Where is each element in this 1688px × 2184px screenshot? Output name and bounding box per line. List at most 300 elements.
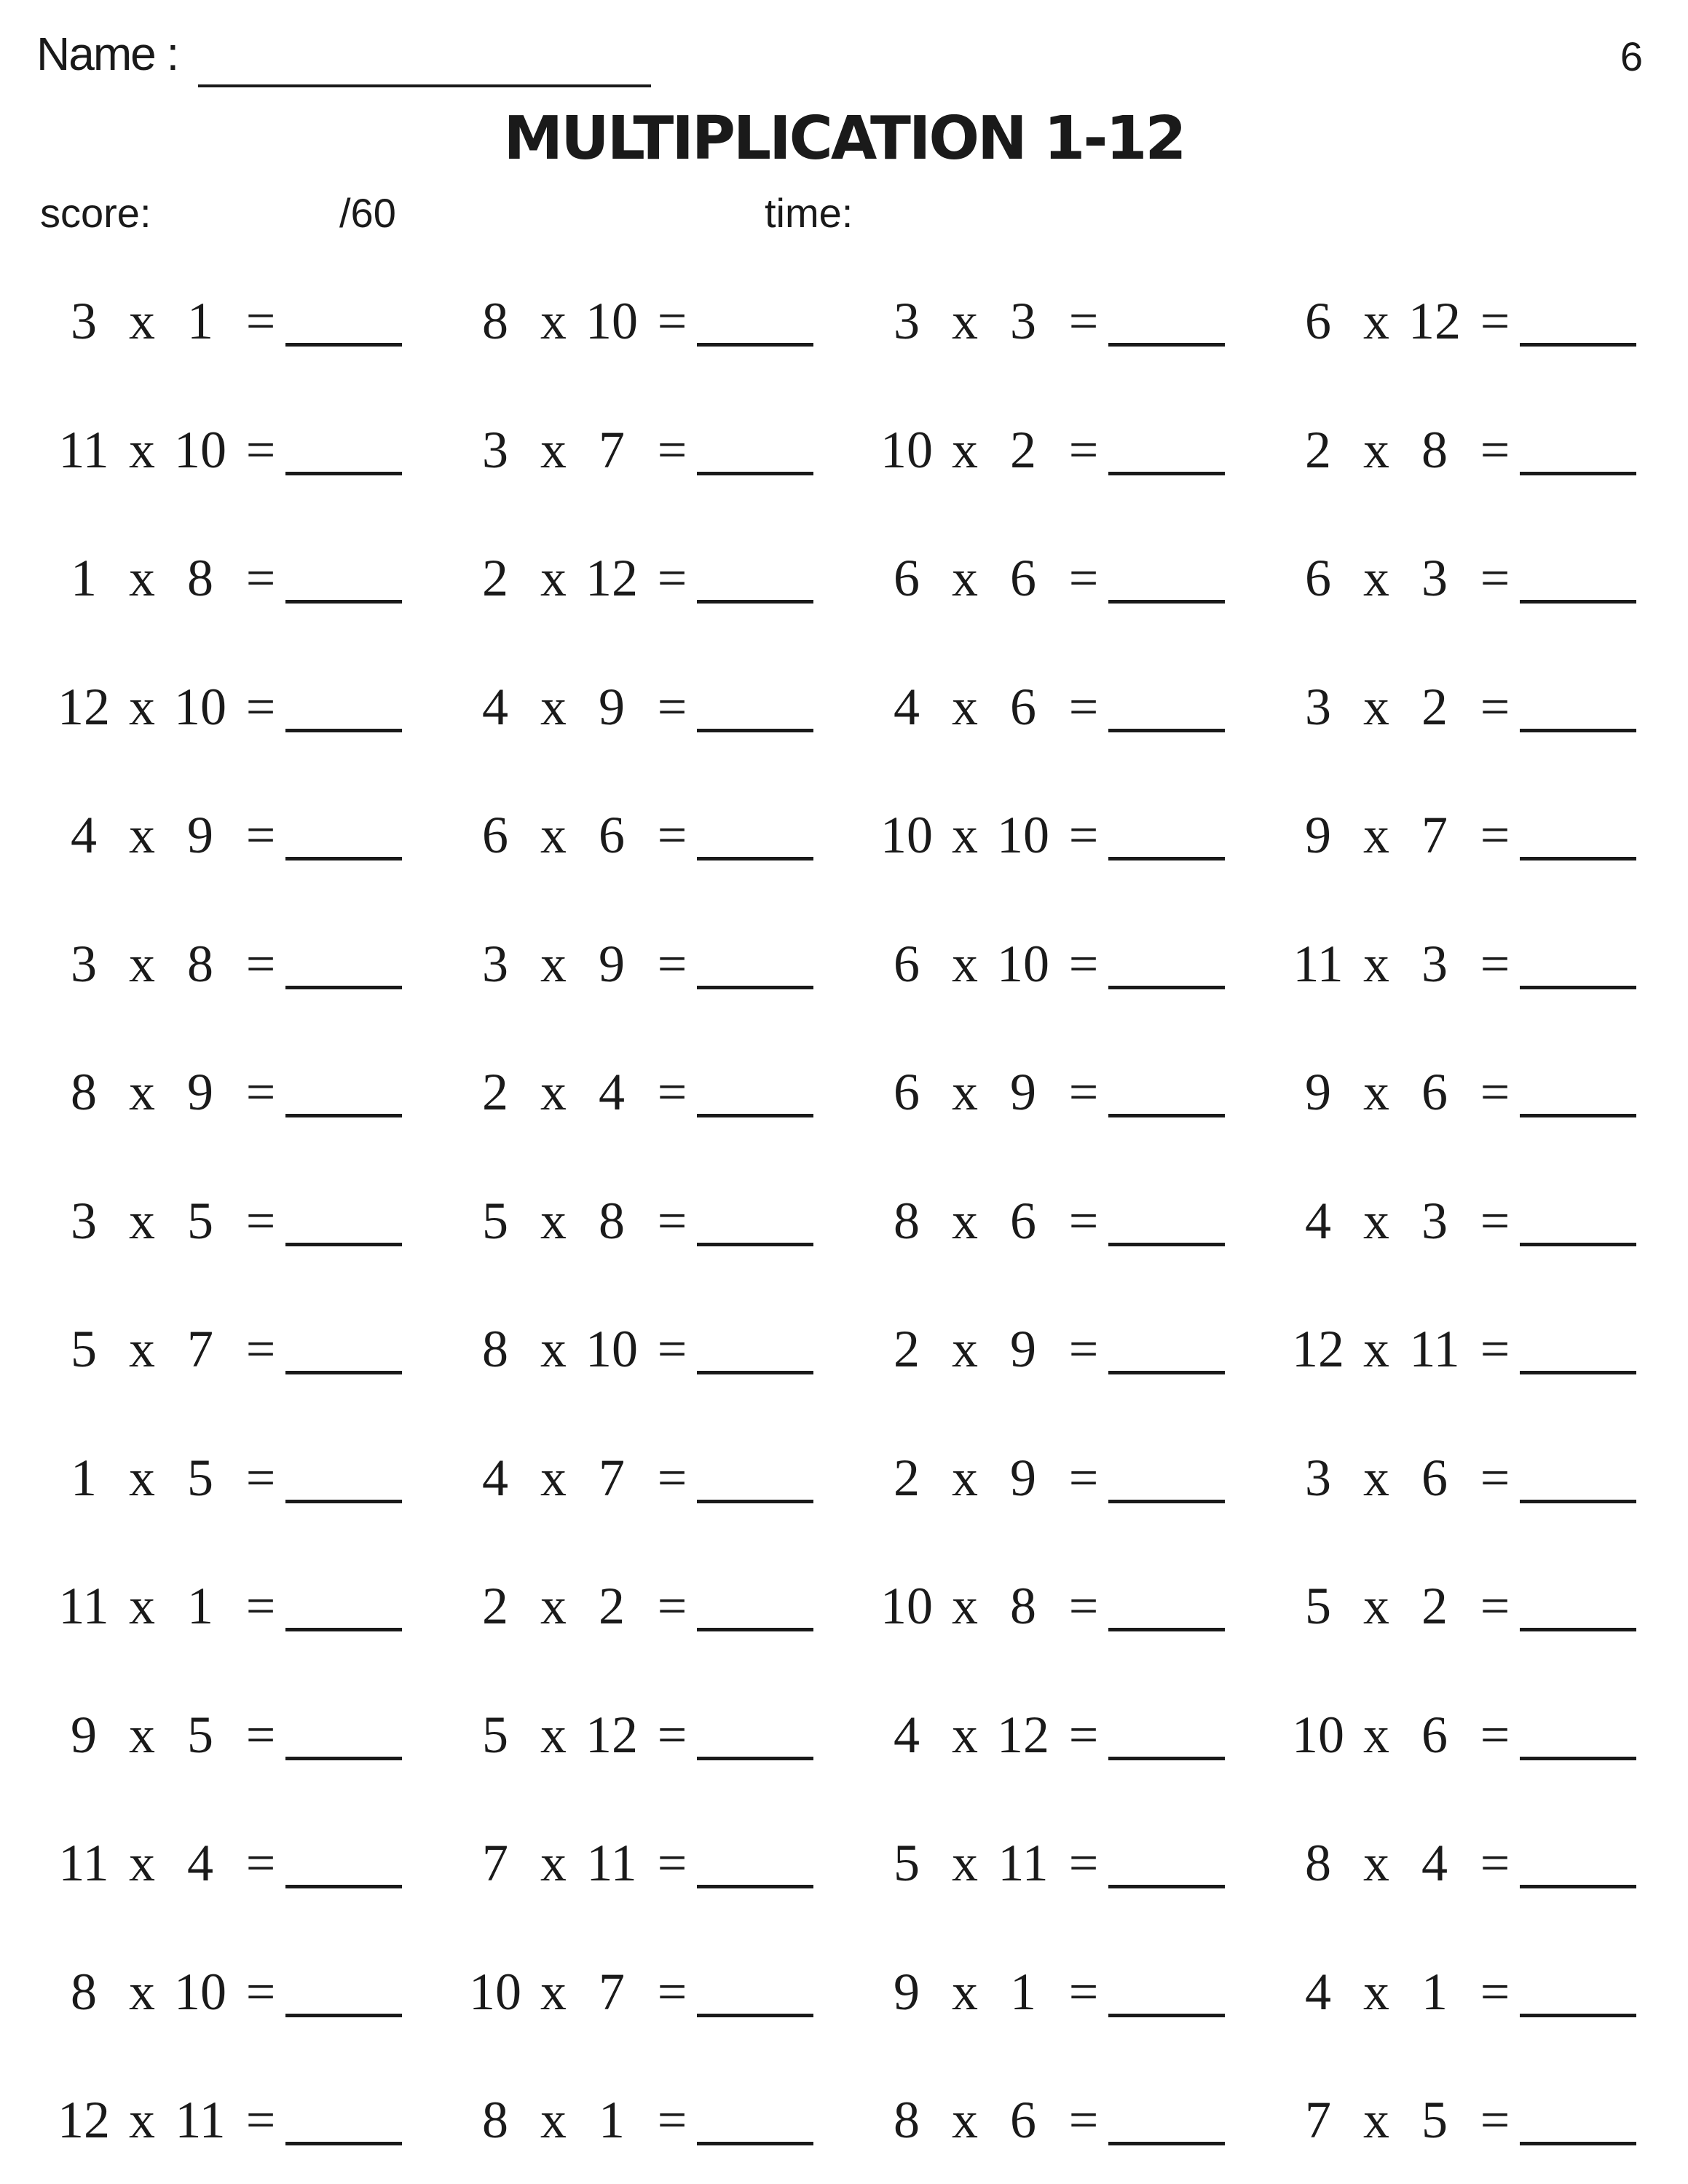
first-factor: 5: [71, 1320, 97, 1378]
first-factor: 4: [894, 1706, 920, 1764]
equals-sign: =: [657, 421, 687, 479]
multiply-sign: x: [952, 1706, 978, 1764]
multiply-sign: x: [1363, 678, 1389, 736]
equals-sign: =: [1068, 1834, 1099, 1892]
equals-sign: =: [245, 549, 276, 607]
answer-blank[interactable]: [1520, 2014, 1636, 2017]
answer-blank[interactable]: [285, 857, 402, 860]
first-factor: 5: [482, 1192, 508, 1250]
equals-sign: =: [1480, 1963, 1510, 2021]
second-factor: 10: [174, 1963, 226, 2021]
answer-blank[interactable]: [285, 986, 402, 989]
problem-item: [44, 1320, 451, 1396]
problem-item: [44, 421, 451, 496]
problem-item: [44, 806, 451, 882]
multiply-sign: x: [540, 1449, 567, 1507]
equals-sign: =: [657, 1577, 687, 1635]
answer-blank[interactable]: [1108, 1757, 1225, 1760]
time-label: time:: [765, 190, 853, 236]
first-factor: 4: [1305, 1963, 1331, 2021]
multiply-sign: x: [129, 935, 155, 993]
answer-blank[interactable]: [1108, 1371, 1225, 1374]
answer-blank[interactable]: [285, 1500, 402, 1503]
first-factor: 11: [58, 421, 109, 479]
equals-sign: =: [1480, 1063, 1510, 1121]
problem-item: [455, 2091, 863, 2167]
answer-blank[interactable]: [697, 1371, 813, 1374]
problem-item: [44, 1577, 451, 1653]
multiply-sign: x: [952, 1063, 978, 1121]
answer-blank[interactable]: [1108, 1500, 1225, 1503]
answer-blank[interactable]: [1520, 1628, 1636, 1631]
second-factor: 5: [187, 1192, 213, 1250]
equals-sign: =: [245, 678, 276, 736]
problem-item: [1278, 1706, 1686, 1781]
second-factor: 1: [1010, 1963, 1036, 2021]
first-factor: 9: [1305, 1063, 1331, 1121]
first-factor: 3: [894, 292, 920, 350]
second-factor: 10: [997, 935, 1049, 993]
multiply-sign: x: [129, 1577, 155, 1635]
first-factor: 2: [894, 1449, 920, 1507]
first-factor: 3: [1305, 678, 1331, 736]
answer-blank[interactable]: [285, 1243, 402, 1246]
equals-sign: =: [245, 1706, 276, 1764]
multiply-sign: x: [540, 1834, 567, 1892]
multiply-sign: x: [129, 549, 155, 607]
second-factor: 10: [585, 1320, 638, 1378]
multiply-sign: x: [540, 2091, 567, 2149]
problem-item: [455, 292, 863, 368]
answer-blank[interactable]: [1108, 600, 1225, 604]
equals-sign: =: [245, 2091, 276, 2149]
equals-sign: =: [245, 292, 276, 350]
problem-item: [455, 678, 863, 753]
multiply-sign: x: [952, 1834, 978, 1892]
equals-sign: =: [245, 1192, 276, 1250]
answer-blank[interactable]: [1108, 986, 1225, 989]
first-factor: 6: [1305, 549, 1331, 607]
equals-sign: =: [657, 1192, 687, 1250]
equals-sign: =: [657, 678, 687, 736]
second-factor: 3: [1010, 292, 1036, 350]
answer-blank[interactable]: [1520, 1500, 1636, 1503]
equals-sign: =: [1480, 806, 1510, 864]
problem-item: [867, 806, 1274, 882]
multiply-sign: x: [952, 2091, 978, 2149]
second-factor: 10: [585, 292, 638, 350]
second-factor: 4: [599, 1063, 625, 1121]
first-factor: 2: [482, 1577, 508, 1635]
equals-sign: =: [1068, 1449, 1099, 1507]
second-factor: 6: [1421, 1063, 1448, 1121]
second-factor: 11: [998, 1834, 1049, 1892]
problem-item: [1278, 2091, 1686, 2167]
first-factor: 7: [482, 1834, 508, 1892]
first-factor: 3: [482, 421, 508, 479]
equals-sign: =: [1480, 421, 1510, 479]
answer-blank[interactable]: [1520, 600, 1636, 604]
second-factor: 8: [1010, 1577, 1036, 1635]
multiply-sign: x: [540, 1963, 567, 2021]
answer-blank[interactable]: [697, 1885, 813, 1888]
multiply-sign: x: [952, 1963, 978, 2021]
answer-blank[interactable]: [285, 1628, 402, 1631]
equals-sign: =: [1480, 292, 1510, 350]
equals-sign: =: [657, 549, 687, 607]
equals-sign: =: [245, 1834, 276, 1892]
problem-item: [1278, 1320, 1686, 1396]
multiply-sign: x: [952, 1320, 978, 1378]
equals-sign: =: [1068, 1192, 1099, 1250]
first-factor: 3: [71, 1192, 97, 1250]
second-factor: 2: [599, 1577, 625, 1635]
first-factor: 8: [71, 1963, 97, 2021]
answer-blank[interactable]: [1520, 1371, 1636, 1374]
multiply-sign: x: [1363, 1320, 1389, 1378]
equals-sign: =: [657, 1706, 687, 1764]
problem-item: [867, 1963, 1274, 2038]
answer-blank[interactable]: [697, 600, 813, 604]
multiply-sign: x: [952, 292, 978, 350]
second-factor: 8: [187, 549, 213, 607]
answer-blank[interactable]: [1108, 472, 1225, 475]
multiply-sign: x: [1363, 1834, 1389, 1892]
first-factor: 3: [71, 935, 97, 993]
equals-sign: =: [245, 1449, 276, 1507]
answer-blank[interactable]: [697, 343, 813, 347]
problem-item: [1278, 1063, 1686, 1139]
problem-item: [867, 1577, 1274, 1653]
first-factor: 1: [71, 1449, 97, 1507]
second-factor: 8: [187, 935, 213, 993]
second-factor: 2: [1010, 421, 1036, 479]
problem-item: [455, 1963, 863, 2038]
problem-item: [867, 1320, 1274, 1396]
equals-sign: =: [657, 1834, 687, 1892]
answer-blank[interactable]: [285, 472, 402, 475]
second-factor: 11: [586, 1834, 637, 1892]
problem-item: [455, 549, 863, 625]
problem-item: [455, 935, 863, 1010]
first-factor: 10: [880, 806, 933, 864]
problem-item: [867, 2091, 1274, 2167]
problem-item: [1278, 421, 1686, 496]
first-factor: 3: [1305, 1449, 1331, 1507]
problem-item: [455, 1449, 863, 1524]
first-factor: 6: [894, 935, 920, 993]
multiply-sign: x: [540, 1577, 567, 1635]
page-number: 6: [1620, 33, 1643, 79]
multiply-sign: x: [540, 1192, 567, 1250]
equals-sign: =: [1068, 1063, 1099, 1121]
second-factor: 12: [585, 549, 638, 607]
equals-sign: =: [1480, 2091, 1510, 2149]
answer-blank[interactable]: [1108, 1628, 1225, 1631]
first-factor: 4: [1305, 1192, 1331, 1250]
answer-blank[interactable]: [1520, 472, 1636, 475]
answer-blank[interactable]: [697, 1757, 813, 1760]
problem-item: [44, 1063, 451, 1139]
equals-sign: =: [657, 2091, 687, 2149]
multiply-sign: x: [1363, 1063, 1389, 1121]
equals-sign: =: [657, 806, 687, 864]
multiply-sign: x: [129, 1063, 155, 1121]
first-factor: 8: [482, 1320, 508, 1378]
second-factor: 7: [599, 421, 625, 479]
score-label: score:: [40, 190, 151, 236]
first-factor: 5: [482, 1706, 508, 1764]
multiply-sign: x: [1363, 1577, 1389, 1635]
equals-sign: =: [657, 1063, 687, 1121]
equals-sign: =: [1480, 935, 1510, 993]
problem-item: [44, 1192, 451, 1267]
first-factor: 6: [482, 806, 508, 864]
first-factor: 10: [469, 1963, 521, 2021]
multiply-sign: x: [540, 549, 567, 607]
second-factor: 1: [187, 292, 213, 350]
second-factor: 3: [1421, 549, 1448, 607]
multiply-sign: x: [129, 292, 155, 350]
equals-sign: =: [1480, 1192, 1510, 1250]
answer-blank[interactable]: [697, 1114, 813, 1117]
first-factor: 12: [1292, 1320, 1344, 1378]
answer-blank[interactable]: [697, 1243, 813, 1246]
first-factor: 6: [894, 549, 920, 607]
second-factor: 12: [997, 1706, 1049, 1764]
second-factor: 2: [1421, 678, 1448, 736]
first-factor: 10: [880, 1577, 933, 1635]
problem-item: [1278, 1577, 1686, 1653]
equals-sign: =: [1068, 292, 1099, 350]
answer-blank[interactable]: [1520, 729, 1636, 732]
problem-item: [44, 1706, 451, 1781]
first-factor: 7: [1305, 2091, 1331, 2149]
answer-blank[interactable]: [697, 729, 813, 732]
second-factor: 6: [1010, 678, 1036, 736]
equals-sign: =: [1480, 1320, 1510, 1378]
equals-sign: =: [1480, 678, 1510, 736]
multiply-sign: x: [129, 1192, 155, 1250]
problem-item: [867, 1834, 1274, 1910]
equals-sign: =: [245, 935, 276, 993]
answer-blank[interactable]: [1520, 986, 1636, 989]
second-factor: 9: [1010, 1449, 1036, 1507]
problem-item: [44, 678, 451, 753]
problem-item: [1278, 1963, 1686, 2038]
worksheet-title: MULTIPLICATION 1-12: [503, 104, 1185, 173]
multiply-sign: x: [1363, 806, 1389, 864]
answer-blank[interactable]: [285, 600, 402, 604]
name-label: Name :: [36, 28, 178, 80]
first-factor: 8: [71, 1063, 97, 1121]
multiply-sign: x: [129, 678, 155, 736]
second-factor: 12: [585, 1706, 638, 1764]
answer-blank[interactable]: [1520, 857, 1636, 860]
equals-sign: =: [1068, 1320, 1099, 1378]
multiply-sign: x: [1363, 1192, 1389, 1250]
answer-blank[interactable]: [1520, 1885, 1636, 1888]
multiply-sign: x: [1363, 1706, 1389, 1764]
equals-sign: =: [245, 1063, 276, 1121]
second-factor: 4: [187, 1834, 213, 1892]
multiply-sign: x: [129, 421, 155, 479]
answer-blank[interactable]: [1108, 1114, 1225, 1117]
problem-item: [455, 806, 863, 882]
equals-sign: =: [1068, 806, 1099, 864]
multiply-sign: x: [129, 806, 155, 864]
answer-blank[interactable]: [285, 1371, 402, 1374]
problem-item: [44, 549, 451, 625]
second-factor: 9: [187, 1063, 213, 1121]
answer-blank[interactable]: [1108, 2014, 1225, 2017]
multiply-sign: x: [540, 1320, 567, 1378]
answer-blank[interactable]: [285, 1757, 402, 1760]
answer-blank[interactable]: [285, 2142, 402, 2145]
second-factor: 1: [187, 1577, 213, 1635]
equals-sign: =: [1480, 1449, 1510, 1507]
first-factor: 4: [894, 678, 920, 736]
equals-sign: =: [1068, 549, 1099, 607]
second-factor: 11: [1409, 1320, 1460, 1378]
equals-sign: =: [245, 806, 276, 864]
multiply-sign: x: [1363, 1963, 1389, 2021]
problem-item: [867, 1706, 1274, 1781]
second-factor: 6: [599, 806, 625, 864]
first-factor: 12: [58, 678, 110, 736]
problem-item: [44, 1449, 451, 1524]
first-factor: 11: [1293, 935, 1344, 993]
problem-item: [455, 1706, 863, 1781]
problem-item: [455, 1320, 863, 1396]
first-factor: 9: [1305, 806, 1331, 864]
multiply-sign: x: [1363, 549, 1389, 607]
equals-sign: =: [1480, 1577, 1510, 1635]
problem-item: [44, 935, 451, 1010]
problem-item: [867, 1192, 1274, 1267]
multiply-sign: x: [129, 1963, 155, 2021]
first-factor: 8: [482, 292, 508, 350]
answer-blank[interactable]: [697, 1628, 813, 1631]
answer-blank[interactable]: [1108, 1885, 1225, 1888]
equals-sign: =: [1068, 421, 1099, 479]
problem-item: [44, 2091, 451, 2167]
first-factor: 3: [482, 935, 508, 993]
answer-blank[interactable]: [1520, 2142, 1636, 2145]
answer-blank[interactable]: [285, 343, 402, 347]
multiply-sign: x: [1363, 935, 1389, 993]
answer-blank[interactable]: [697, 857, 813, 860]
equals-sign: =: [1068, 678, 1099, 736]
second-factor: 12: [1408, 292, 1461, 350]
multiply-sign: x: [952, 421, 978, 479]
equals-sign: =: [245, 1963, 276, 2021]
second-factor: 9: [599, 935, 625, 993]
answer-blank[interactable]: [1520, 1243, 1636, 1246]
multiply-sign: x: [540, 421, 567, 479]
answer-blank[interactable]: [697, 472, 813, 475]
answer-blank[interactable]: [1520, 343, 1636, 347]
multiply-sign: x: [952, 678, 978, 736]
equals-sign: =: [657, 1963, 687, 2021]
problem-item: [455, 1834, 863, 1910]
equals-sign: =: [657, 935, 687, 993]
first-factor: 2: [894, 1320, 920, 1378]
answer-blank[interactable]: [285, 1885, 402, 1888]
score-total: /60: [339, 190, 396, 236]
second-factor: 1: [1421, 1963, 1448, 2021]
multiply-sign: x: [540, 935, 567, 993]
second-factor: 8: [1421, 421, 1448, 479]
first-factor: 4: [71, 806, 97, 864]
multiply-sign: x: [129, 1706, 155, 1764]
equals-sign: =: [1068, 2091, 1099, 2149]
first-factor: 1: [71, 549, 97, 607]
equals-sign: =: [1068, 935, 1099, 993]
problem-item: [1278, 678, 1686, 753]
second-factor: 1: [599, 2091, 625, 2149]
problem-item: [867, 1449, 1274, 1524]
answer-blank[interactable]: [697, 2014, 813, 2017]
problem-item: [455, 1063, 863, 1139]
problem-item: [1278, 806, 1686, 882]
first-factor: 4: [482, 678, 508, 736]
second-factor: 6: [1421, 1706, 1448, 1764]
answer-blank[interactable]: [1108, 1243, 1225, 1246]
answer-blank[interactable]: [1108, 343, 1225, 347]
second-factor: 7: [599, 1449, 625, 1507]
problem-item: [455, 421, 863, 496]
answer-blank[interactable]: [1108, 857, 1225, 860]
first-factor: 8: [894, 2091, 920, 2149]
answer-blank[interactable]: [1108, 2142, 1225, 2145]
problem-item: [455, 1192, 863, 1267]
problem-item: [1278, 1834, 1686, 1910]
equals-sign: =: [1068, 1577, 1099, 1635]
problem-item: [1278, 935, 1686, 1010]
second-factor: 4: [1421, 1834, 1448, 1892]
answer-blank[interactable]: [285, 729, 402, 732]
problem-item: [1278, 292, 1686, 368]
second-factor: 7: [187, 1320, 213, 1378]
multiply-sign: x: [952, 1577, 978, 1635]
first-factor: 5: [1305, 1577, 1331, 1635]
second-factor: 11: [175, 2091, 226, 2149]
multiply-sign: x: [952, 549, 978, 607]
problem-item: [867, 421, 1274, 496]
answer-blank[interactable]: [285, 2014, 402, 2017]
equals-sign: =: [657, 1449, 687, 1507]
multiply-sign: x: [1363, 421, 1389, 479]
second-factor: 9: [1010, 1063, 1036, 1121]
answer-blank[interactable]: [1520, 1757, 1636, 1760]
multiply-sign: x: [129, 1834, 155, 1892]
second-factor: 5: [187, 1706, 213, 1764]
multiply-sign: x: [129, 1449, 155, 1507]
answer-blank[interactable]: [285, 1114, 402, 1117]
answer-blank[interactable]: [697, 2142, 813, 2145]
first-factor: 9: [894, 1963, 920, 2021]
answer-blank[interactable]: [1520, 1114, 1636, 1117]
second-factor: 10: [997, 806, 1049, 864]
answer-blank[interactable]: [697, 1500, 813, 1503]
second-factor: 5: [1421, 2091, 1448, 2149]
answer-blank[interactable]: [1108, 729, 1225, 732]
multiply-sign: x: [540, 292, 567, 350]
equals-sign: =: [1068, 1963, 1099, 2021]
first-factor: 10: [880, 421, 933, 479]
answer-blank[interactable]: [697, 986, 813, 989]
